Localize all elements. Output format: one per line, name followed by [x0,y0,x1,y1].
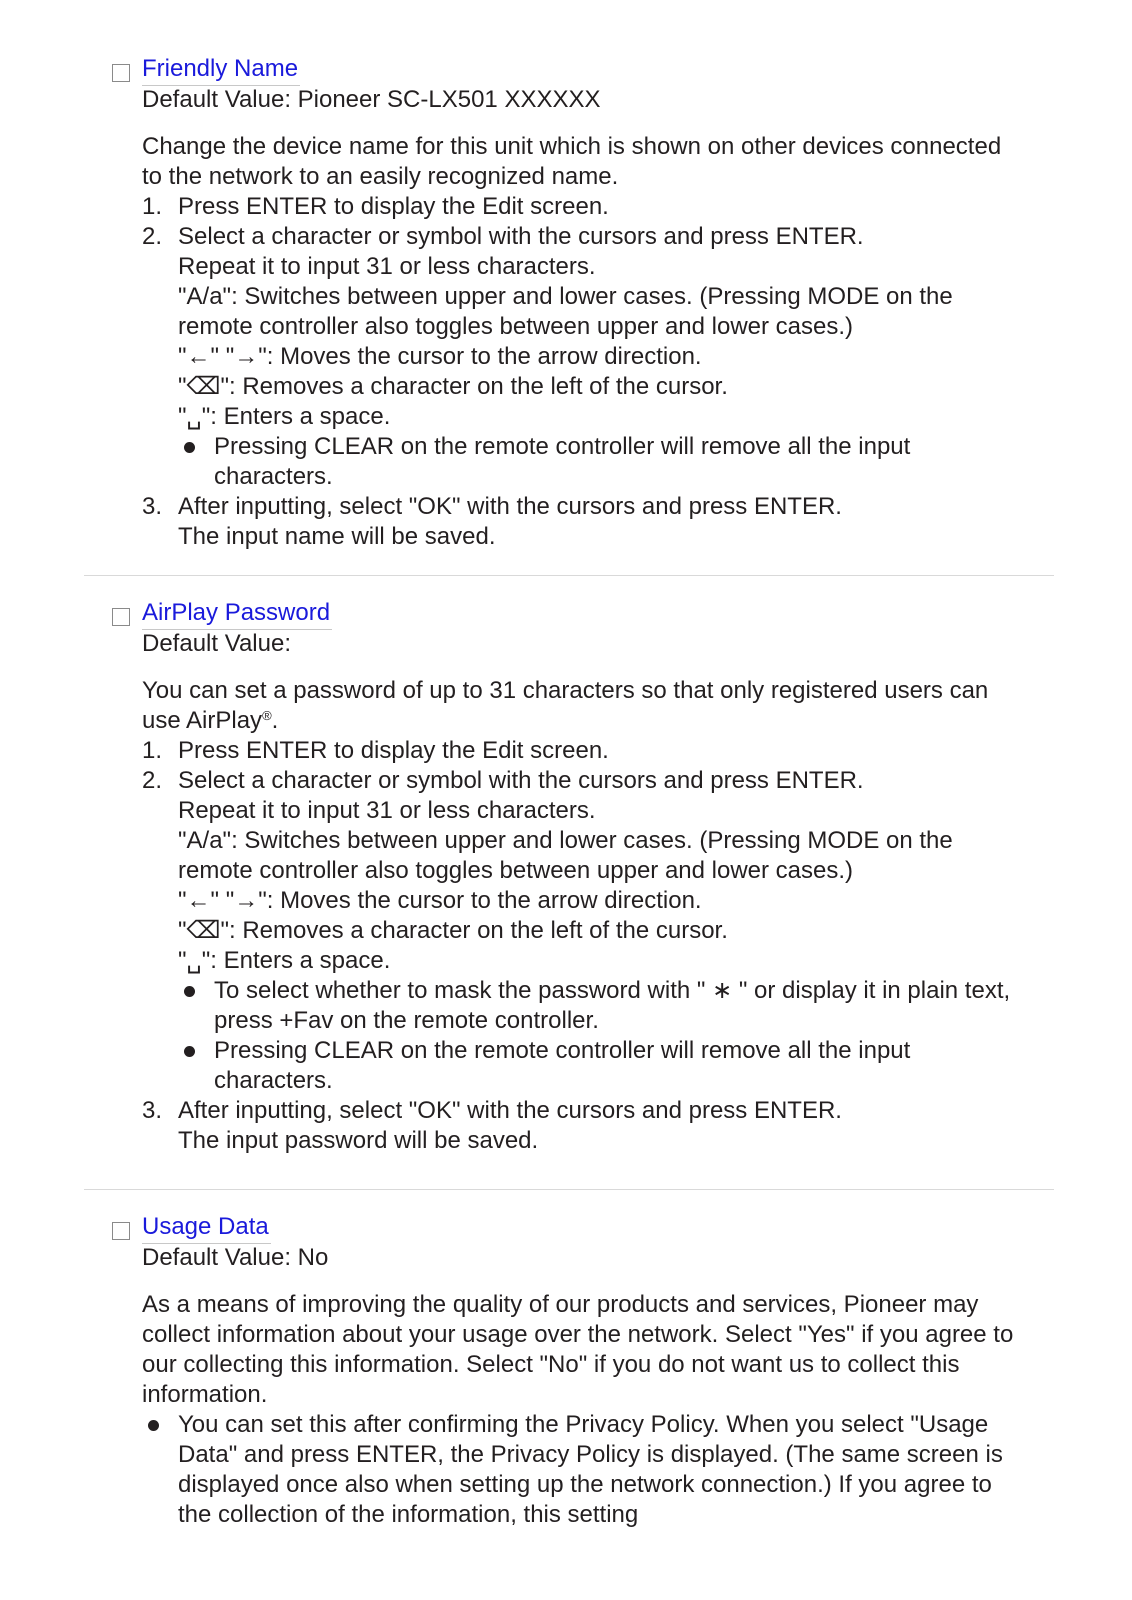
section-divider [84,1189,1054,1190]
section-heading [0,1211,1132,1243]
bullet-text: Pressing CLEAR on the remote controller will remove all the input characters. [214,1037,911,1094]
step-item [142,492,1022,552]
step-item [142,1096,1022,1156]
bullet-item [142,1036,1022,1096]
bullet-item [142,432,1022,492]
bullet-dot-icon [184,1046,195,1057]
intro-text: As a means of improving the quality of our products and services, Pioneer may collect information about your usage over the network. Select "Yes" if you agree to our collecting this information. Select "No" if you do not want us to collect this information. [142,1291,1014,1408]
step-number: 2. [142,767,163,794]
step-item [142,766,1022,976]
section-heading [0,53,1132,85]
step-number: 1. [142,193,163,220]
section-title-link[interactable]: Usage Data [142,1211,271,1244]
intro-text [142,676,1022,736]
step-number: 3. [142,1097,163,1124]
step-number: 3. [142,493,163,520]
step-text: Select a character or symbol with the cursors and press ENTER. [178,767,864,794]
bullet-text: To select whether to mask the password with " ∗ " or display it in plain text, press +Fav on the remote controller. [214,977,1011,1034]
step-text: "␣": Enters a space. [178,947,391,974]
intro-text-end: . [271,707,279,734]
default-value: Default Value: Pioneer SC-LX501 XXXXXX [142,86,601,113]
bullet-dot-icon [148,1420,159,1431]
step-text: "A/a": Switches between upper and lower cases. (Pressing MODE on the remote controller also toggles between upper and lower cases.) [178,283,953,340]
registered-mark: ® [262,708,272,723]
step-text: Press ENTER to display the Edit screen. [178,193,609,220]
bullet-item [142,1410,1022,1530]
bullet-dot-icon [184,986,195,997]
bullet-dot-icon [184,442,195,453]
step-text: Repeat it to input 31 or less characters. [178,797,596,824]
section-body [142,1243,1022,1530]
step-text: Select a character or symbol with the cursors and press ENTER. [178,223,864,250]
bullet-text: You can set this after confirming the Privacy Policy. When you select "Usage Data" and press ENTER, the Privacy Policy is displayed. (The same screen is displayed once also when setting up the network connection.) If you agree to the collection of the information, this setting [178,1411,1003,1528]
bullet-item [142,976,1022,1036]
section-divider [84,575,1054,576]
checkbox-icon[interactable] [112,1222,130,1240]
step-item [142,736,1022,766]
step-text: The input password will be saved. [178,1127,539,1154]
step-text: After inputting, select "OK" with the cursors and press ENTER. [178,1097,842,1124]
step-item [142,192,1022,222]
default-value: Default Value: [142,630,291,657]
section-airplay-password [0,597,1132,1156]
step-text: The input name will be saved. [178,523,496,550]
checkbox-icon[interactable] [112,608,130,626]
section-usage-data [0,1211,1132,1530]
step-text: After inputting, select "OK" with the cursors and press ENTER. [178,493,842,520]
section-body [142,85,1022,552]
step-item [142,222,1022,432]
step-text: "A/a": Switches between upper and lower cases. (Pressing MODE on the remote controller also toggles between upper and lower cases.) [178,827,953,884]
step-text: Repeat it to input 31 or less characters. [178,253,596,280]
section-friendly-name [0,53,1132,552]
checkbox-icon[interactable] [112,64,130,82]
section-title-link[interactable]: Friendly Name [142,53,300,86]
step-number: 2. [142,223,163,250]
section-body [142,629,1022,1156]
step-text: "←" "→": Moves the cursor to the arrow direction. [178,343,702,370]
bullet-text: Pressing CLEAR on the remote controller will remove all the input characters. [214,433,911,490]
step-text: "←" "→": Moves the cursor to the arrow direction. [178,887,702,914]
intro-text-main: You can set a password of up to 31 characters so that only registered users can use AirPlay [142,677,989,734]
step-text: "⌫": Removes a character on the left of the cursor. [178,917,728,944]
section-title-link[interactable]: AirPlay Password [142,597,332,630]
default-value: Default Value: No [142,1244,329,1271]
step-number: 1. [142,737,163,764]
section-heading [0,597,1132,629]
step-text: Press ENTER to display the Edit screen. [178,737,609,764]
step-text: "⌫": Removes a character on the left of the cursor. [178,373,728,400]
intro-text: Change the device name for this unit which is shown on other devices connected to the network to an easily recognized name. [142,133,1002,190]
step-text: "␣": Enters a space. [178,403,391,430]
